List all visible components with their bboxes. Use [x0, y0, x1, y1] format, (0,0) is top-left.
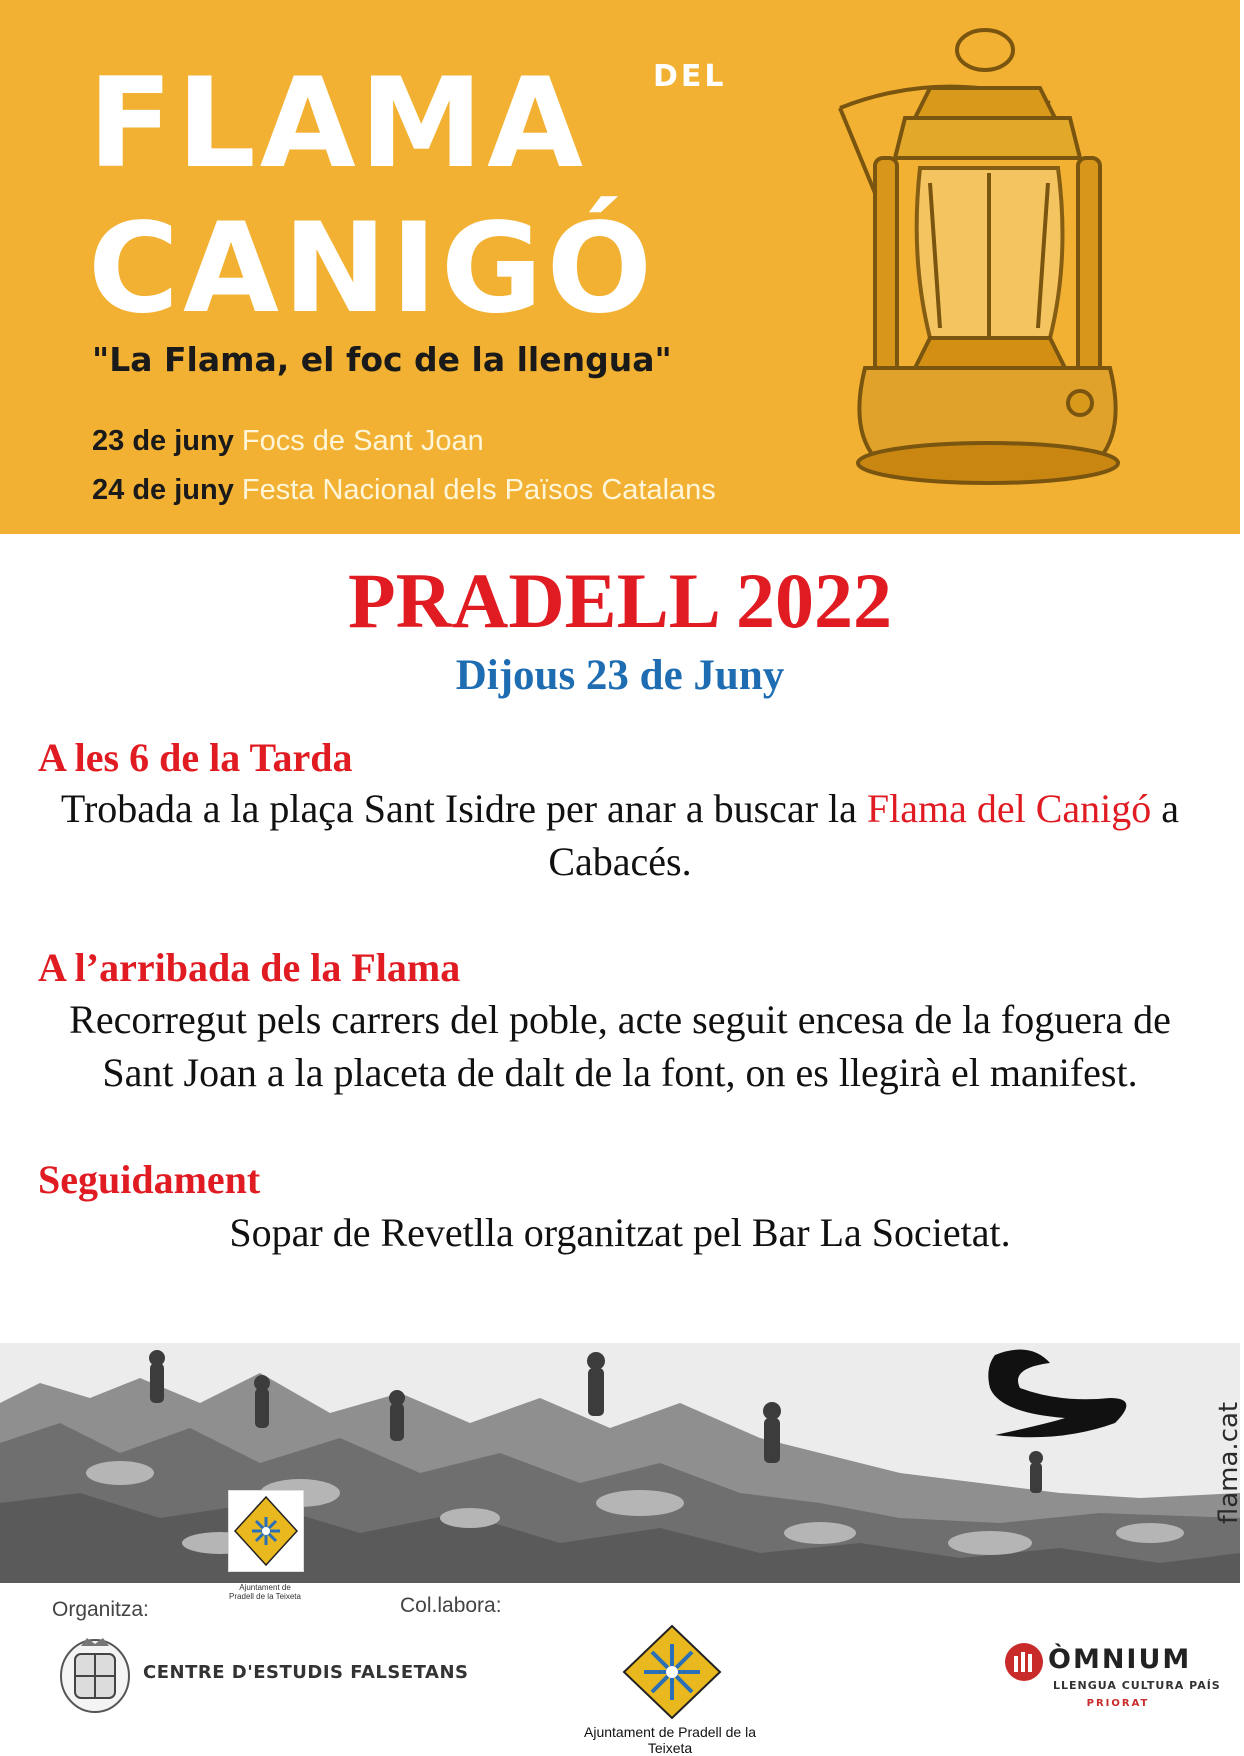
title-canigo: CANIGÓ: [88, 197, 657, 341]
body-highlight: Flama del Canigó: [866, 786, 1152, 831]
rocky-hillside-image: [0, 1343, 1240, 1583]
title-del: DEL: [653, 59, 727, 94]
small-logo-caption: Ajuntament de Pradell de la Teixeta: [229, 1583, 301, 1601]
body-text: a Cabacés.: [548, 786, 1180, 884]
section-heading-arrival: A l’arribada de la Flama: [38, 945, 461, 990]
date-label: 23 de juny: [92, 425, 234, 457]
ajuntament-shield-icon: [229, 1491, 303, 1571]
section-heading-time: A les 6 de la Tarda: [38, 735, 353, 780]
cef-name: CENTRE D'ESTUDIS FALSETANS: [143, 1662, 469, 1683]
colabora-label: Col.labora:: [400, 1594, 502, 1617]
ajuntament-caption: Ajuntament de Pradell de la Teixeta: [584, 1724, 756, 1756]
omnium-region: PRIORAT: [1086, 1698, 1150, 1709]
organitza-label: Organitza:: [52, 1598, 149, 1621]
flama-cat-watermark: flama.cat: [1214, 1401, 1244, 1525]
event-date-subtitle: Dijous 23 de Juny: [455, 652, 785, 699]
body-text: Trobada a la plaça Sant Isidre per anar a buscar la: [60, 786, 867, 831]
date-label: 24 de juny: [92, 474, 234, 506]
date-event: Festa Nacional dels Països Catalans: [241, 474, 716, 506]
mountain-photo: [0, 1343, 1240, 1583]
lantern-illustration: [780, 8, 1160, 528]
section-body-dinner: Sopar de Revetlla organitzat pel Bar La Societat.: [229, 1210, 1011, 1255]
banner-slogan: "La Flama, el foc de la llengua": [92, 340, 672, 379]
omnium-logo-icon: [1004, 1642, 1044, 1682]
ajuntament-logo-icon: [620, 1622, 724, 1722]
omnium-tagline: LLENGUA CULTURA PAÍS: [1053, 1679, 1221, 1692]
section-body-arrival: Recorregut pels carrers del poble, acte seguit encesa de la foguera de Sant Joan a la placeta de dalt de la font, on es llegirà el manifest.: [69, 997, 1171, 1095]
banner-date-24: [92, 474, 716, 507]
omnium-name: ÒMNIUM: [1048, 1644, 1192, 1675]
header-banner: [0, 0, 1240, 534]
title-flama: FLAMA: [88, 52, 588, 196]
date-event: Focs de Sant Joan: [241, 425, 484, 457]
section-heading-next: Seguidament: [38, 1157, 261, 1202]
cef-crest-icon: [57, 1632, 133, 1716]
page-title: PRADELL 2022: [348, 557, 892, 644]
section-body-meeting: [40, 782, 1200, 888]
ajuntament-small-logo: [228, 1490, 304, 1572]
banner-date-23: [92, 425, 484, 458]
